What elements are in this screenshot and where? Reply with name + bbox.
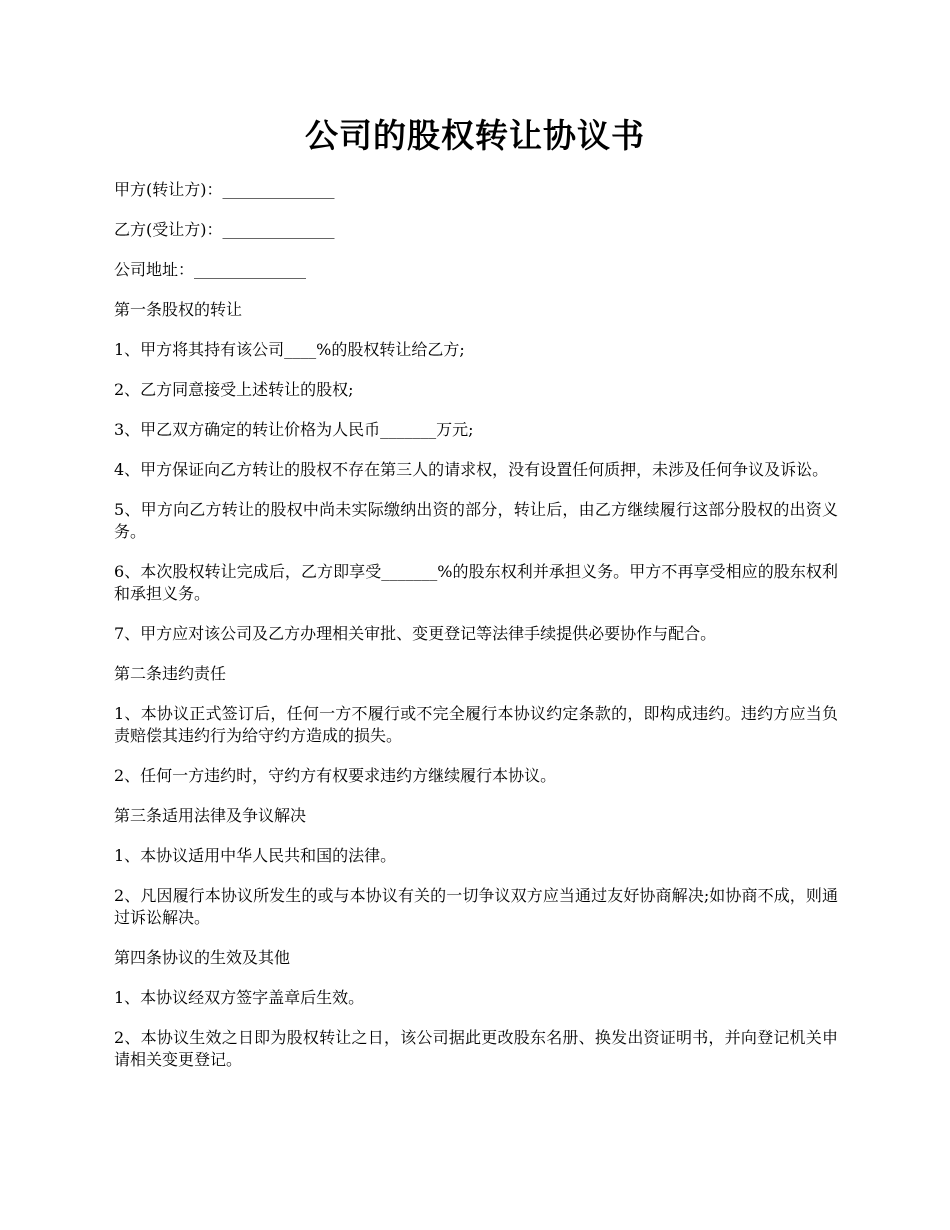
section-heading-article-3: 第三条适用法律及争议解决 [114, 806, 307, 825]
clause-4-1: 1、本协议经双方签字盖章后生效。 [114, 988, 365, 1007]
clause-1-5: 5、甲方向乙方转让的股权中尚未实际缴纳出资的部分，转让后，由乙方继续履行这部分股权的出资义务。 [114, 500, 838, 541]
company-address-line: 公司地址：______________ [114, 260, 307, 279]
clause-1-7: 7、甲方应对该公司及乙方办理相关审批、变更登记等法律手续提供必要协作与配合。 [114, 624, 717, 643]
clause-1-4: 4、甲方保证向乙方转让的股权不存在第三人的请求权，没有设置任何质押，未涉及任何争议及诉讼。 [114, 460, 829, 479]
section-heading-article-1: 第一条股权的转让 [114, 300, 243, 319]
document-body [114, 179, 838, 1089]
party-a-line: 甲方(转让方)：______________ [114, 180, 335, 199]
clause-1-6: 6、本次股权转让完成后，乙方即享受_______%的股东权利并承担义务。甲方不再享受相应的股东权利和承担义务。 [114, 562, 838, 603]
clause-1-1: 1、甲方将其持有该公司____%的股权转让给乙方; [114, 340, 465, 359]
clause-4-2: 2、本协议生效之日即为股权转让之日，该公司据此更改股东名册、换发出资证明书，并向登记机关申请相关变更登记。 [114, 1028, 838, 1069]
clause-3-1: 1、本协议适用中华人民共和国的法律。 [114, 846, 397, 865]
section-heading-article-4: 第四条协议的生效及其他 [114, 948, 291, 967]
clause-3-2: 2、凡因履行本协议所发生的或与本协议有关的一切争议双方应当通过友好协商解决;如协商不成，则通过诉讼解决。 [114, 886, 838, 927]
party-b-line: 乙方(受让方)：______________ [114, 220, 335, 239]
clause-2-2: 2、任何一方违约时，守约方有权要求违约方继续履行本协议。 [114, 766, 557, 785]
section-heading-article-2: 第二条违约责任 [114, 664, 227, 683]
clause-2-1: 1、本协议正式签订后，任何一方不履行或不完全履行本协议约定条款的，即构成违约。违约方应当负责赔偿其违约行为给守约方造成的损失。 [114, 704, 838, 745]
document-title: 公司的股权转让协议书 [305, 116, 645, 155]
clause-1-3: 3、甲乙双方确定的转让价格为人民币_______万元; [114, 420, 474, 439]
clause-1-2: 2、乙方同意接受上述转让的股权; [114, 380, 354, 399]
